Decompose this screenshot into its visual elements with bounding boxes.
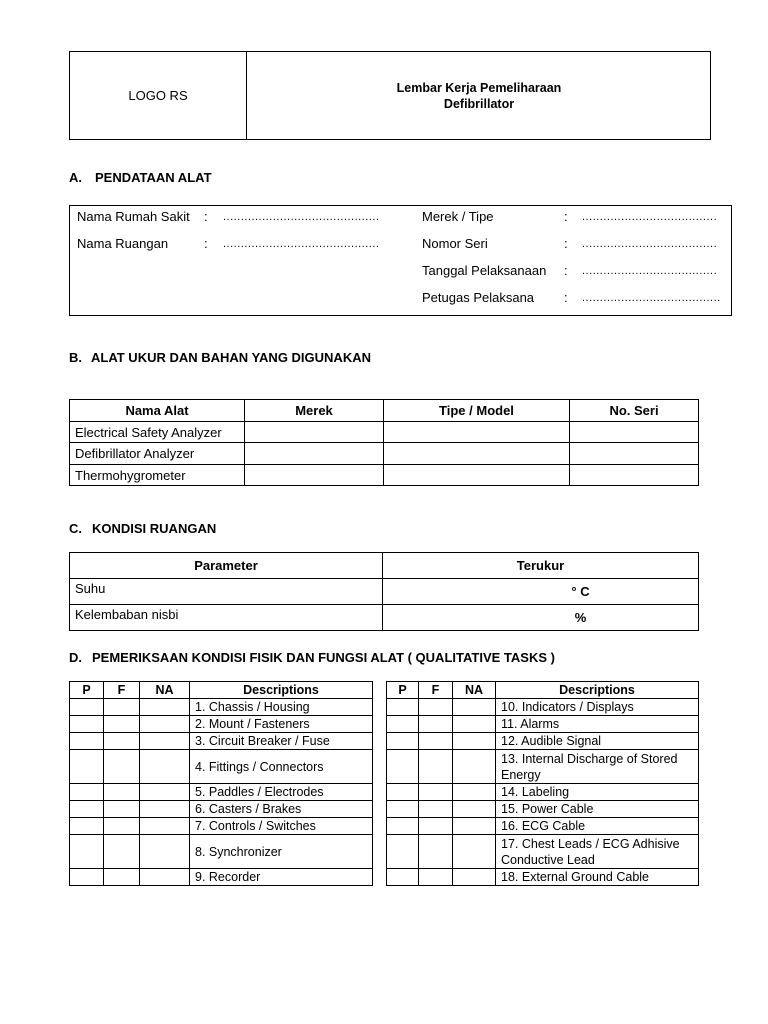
table-row bbox=[70, 733, 373, 750]
parameter-name: Kelembaban nisbi bbox=[70, 605, 383, 631]
table-row bbox=[70, 699, 373, 716]
section-d-title: PEMERIKSAAN KONDISI FISIK DAN FUNGSI ALAT ( QUALITATIVE TASKS ) bbox=[92, 650, 555, 665]
check-cell-na[interactable] bbox=[140, 699, 190, 716]
check-cell-p[interactable] bbox=[387, 750, 419, 784]
check-cell-f[interactable] bbox=[104, 716, 140, 733]
field-label-hospital: Nama Rumah Sakit bbox=[77, 209, 190, 224]
section-a-number: A. bbox=[69, 170, 82, 185]
section-c-number: C. bbox=[69, 521, 82, 536]
table-cell[interactable] bbox=[570, 465, 699, 486]
table-row bbox=[70, 443, 699, 465]
check-cell-p[interactable] bbox=[387, 869, 419, 886]
check-cell-p[interactable] bbox=[387, 699, 419, 716]
task-description: 16. ECG Cable bbox=[496, 818, 699, 835]
check-cell-p[interactable] bbox=[387, 818, 419, 835]
field-label-officer: Petugas Pelaksana bbox=[422, 290, 535, 305]
col-header-descriptions: Descriptions bbox=[496, 682, 699, 699]
room-condition-table bbox=[69, 552, 699, 631]
check-cell-na[interactable] bbox=[140, 801, 190, 818]
section-b-title: ALAT UKUR DAN BAHAN YANG DIGUNAKAN bbox=[91, 350, 371, 365]
section-a-title: PENDATAAN ALAT bbox=[95, 170, 212, 185]
instrument-name: Defibrillator Analyzer bbox=[70, 443, 245, 465]
check-cell-na[interactable] bbox=[453, 869, 496, 886]
col-header-fail: F bbox=[419, 682, 453, 699]
check-cell-na[interactable] bbox=[140, 835, 190, 869]
check-cell-f[interactable] bbox=[104, 801, 140, 818]
task-description: 15. Power Cable bbox=[496, 801, 699, 818]
table-row bbox=[70, 818, 373, 835]
field-input-brand[interactable]: ...................................... bbox=[582, 211, 718, 223]
check-cell-na[interactable] bbox=[140, 750, 190, 784]
table-row bbox=[387, 818, 699, 835]
header-box bbox=[69, 51, 711, 140]
table-row bbox=[70, 422, 699, 443]
table-row bbox=[70, 579, 699, 605]
field-colon: : bbox=[564, 209, 568, 224]
col-header-na: NA bbox=[140, 682, 190, 699]
check-cell-f[interactable] bbox=[419, 801, 453, 818]
table-cell[interactable] bbox=[570, 443, 699, 465]
table-row bbox=[70, 750, 373, 784]
field-label-date: Tanggal Pelaksanaan bbox=[422, 263, 547, 278]
check-cell-f[interactable] bbox=[419, 835, 453, 869]
check-cell-p[interactable] bbox=[70, 835, 104, 869]
check-cell-p[interactable] bbox=[70, 818, 104, 835]
table-row bbox=[387, 869, 699, 886]
section-a-box bbox=[69, 205, 732, 316]
check-cell-f[interactable] bbox=[419, 733, 453, 750]
check-cell-f[interactable] bbox=[419, 784, 453, 801]
task-description: 12. Audible Signal bbox=[496, 733, 699, 750]
col-header-pass: P bbox=[70, 682, 104, 699]
check-cell-f[interactable] bbox=[104, 869, 140, 886]
field-input-officer[interactable]: ....................................... bbox=[582, 292, 721, 304]
check-cell-p[interactable] bbox=[387, 784, 419, 801]
check-cell-f[interactable] bbox=[104, 750, 140, 784]
logo-placeholder: LOGO RS bbox=[128, 88, 188, 103]
table-cell[interactable] bbox=[245, 465, 384, 486]
col-header-serial: No. Seri bbox=[570, 400, 699, 422]
section-b-number: B. bbox=[69, 350, 82, 365]
check-cell-p[interactable] bbox=[387, 716, 419, 733]
field-input-date[interactable]: ...................................... bbox=[582, 265, 718, 277]
check-cell-na[interactable] bbox=[453, 784, 496, 801]
table-row bbox=[70, 801, 373, 818]
checklist-table-right bbox=[386, 681, 699, 886]
field-label-serial: Nomor Seri bbox=[422, 236, 488, 251]
unit-label: ° C bbox=[571, 584, 590, 599]
check-cell-f[interactable] bbox=[419, 716, 453, 733]
check-cell-p[interactable] bbox=[70, 750, 104, 784]
table-row bbox=[387, 784, 699, 801]
col-header-parameter: Parameter bbox=[70, 553, 383, 579]
task-description: 10. Indicators / Displays bbox=[496, 699, 699, 716]
check-cell-na[interactable] bbox=[140, 716, 190, 733]
check-cell-na[interactable] bbox=[453, 699, 496, 716]
task-description: 4. Fittings / Connectors bbox=[190, 750, 373, 784]
section-b-heading bbox=[69, 350, 371, 365]
field-colon: : bbox=[564, 263, 568, 278]
title-line-1: Lembar Kerja Pemeliharaan bbox=[396, 81, 562, 95]
task-description: 1. Chassis / Housing bbox=[190, 699, 373, 716]
field-input-hospital[interactable]: ............................................ bbox=[223, 211, 380, 223]
table-row bbox=[387, 801, 699, 818]
check-cell-na[interactable] bbox=[453, 750, 496, 784]
task-description: 6. Casters / Brakes bbox=[190, 801, 373, 818]
task-description: 8. Synchronizer bbox=[190, 835, 373, 869]
instrument-name: Electrical Safety Analyzer bbox=[70, 422, 245, 443]
field-colon: : bbox=[204, 236, 208, 251]
task-description: 3. Circuit Breaker / Fuse bbox=[190, 733, 373, 750]
table-cell[interactable] bbox=[384, 422, 570, 443]
task-description: 2. Mount / Fasteners bbox=[190, 716, 373, 733]
task-description: 13. Internal Discharge of Stored Energy bbox=[496, 750, 699, 784]
measured-value-humidity[interactable] bbox=[383, 605, 699, 631]
document-title bbox=[247, 80, 711, 112]
table-row bbox=[70, 716, 373, 733]
check-cell-p[interactable] bbox=[70, 869, 104, 886]
table-row bbox=[70, 784, 373, 801]
section-d-number: D. bbox=[69, 650, 82, 665]
col-header-name: Nama Alat bbox=[70, 400, 245, 422]
table-cell[interactable] bbox=[245, 422, 384, 443]
table-row bbox=[70, 465, 699, 486]
table-cell[interactable] bbox=[245, 443, 384, 465]
field-input-room[interactable]: ............................................ bbox=[223, 238, 380, 250]
table-row bbox=[70, 869, 373, 886]
col-header-pass: P bbox=[387, 682, 419, 699]
check-cell-p[interactable] bbox=[387, 801, 419, 818]
check-cell-p[interactable] bbox=[70, 716, 104, 733]
unit-label: % bbox=[574, 610, 587, 625]
title-line-2: Defibrillator bbox=[443, 97, 515, 111]
section-d-heading bbox=[69, 650, 555, 665]
table-cell[interactable] bbox=[384, 465, 570, 486]
instrument-name: Thermohygrometer bbox=[70, 465, 245, 486]
check-cell-p[interactable] bbox=[387, 835, 419, 869]
check-cell-na[interactable] bbox=[140, 869, 190, 886]
section-c-title: KONDISI RUANGAN bbox=[92, 521, 217, 536]
table-row bbox=[387, 733, 699, 750]
instruments-table bbox=[69, 399, 699, 486]
col-header-brand: Merek bbox=[245, 400, 384, 422]
check-cell-f[interactable] bbox=[419, 869, 453, 886]
check-cell-p[interactable] bbox=[70, 784, 104, 801]
section-c-heading bbox=[69, 521, 216, 536]
check-cell-p[interactable] bbox=[387, 733, 419, 750]
check-cell-na[interactable] bbox=[453, 801, 496, 818]
check-cell-f[interactable] bbox=[419, 750, 453, 784]
check-cell-f[interactable] bbox=[104, 733, 140, 750]
field-input-serial[interactable]: ...................................... bbox=[582, 238, 718, 250]
check-cell-p[interactable] bbox=[70, 733, 104, 750]
check-cell-f[interactable] bbox=[419, 818, 453, 835]
field-colon: : bbox=[564, 290, 568, 305]
table-cell[interactable] bbox=[384, 443, 570, 465]
check-cell-na[interactable] bbox=[140, 784, 190, 801]
checklist-table-left bbox=[69, 681, 373, 886]
task-description: 9. Recorder bbox=[190, 869, 373, 886]
table-row bbox=[387, 716, 699, 733]
table-row bbox=[70, 835, 373, 869]
field-colon: : bbox=[564, 236, 568, 251]
check-cell-f[interactable] bbox=[104, 835, 140, 869]
check-cell-p[interactable] bbox=[70, 801, 104, 818]
check-cell-f[interactable] bbox=[419, 699, 453, 716]
field-label-room: Nama Ruangan bbox=[77, 236, 169, 251]
check-cell-na[interactable] bbox=[453, 818, 496, 835]
col-header-model: Tipe / Model bbox=[384, 400, 570, 422]
check-cell-na[interactable] bbox=[453, 835, 496, 869]
table-row bbox=[387, 835, 699, 869]
table-row bbox=[387, 699, 699, 716]
section-a-heading bbox=[69, 170, 212, 185]
check-cell-f[interactable] bbox=[104, 699, 140, 716]
check-cell-na[interactable] bbox=[140, 818, 190, 835]
col-header-descriptions: Descriptions bbox=[190, 682, 373, 699]
check-cell-p[interactable] bbox=[70, 699, 104, 716]
table-cell[interactable] bbox=[570, 422, 699, 443]
field-label-brand: Merek / Tipe bbox=[422, 209, 494, 224]
table-row bbox=[387, 750, 699, 784]
col-header-fail: F bbox=[104, 682, 140, 699]
col-header-na: NA bbox=[453, 682, 496, 699]
check-cell-na[interactable] bbox=[453, 716, 496, 733]
measured-value-temperature[interactable] bbox=[383, 579, 699, 605]
task-description: 14. Labeling bbox=[496, 784, 699, 801]
task-description: 7. Controls / Switches bbox=[190, 818, 373, 835]
check-cell-f[interactable] bbox=[104, 784, 140, 801]
field-colon: : bbox=[204, 209, 208, 224]
check-cell-f[interactable] bbox=[104, 818, 140, 835]
task-description: 11. Alarms bbox=[496, 716, 699, 733]
table-row bbox=[70, 605, 699, 631]
task-description: 5. Paddles / Electrodes bbox=[190, 784, 373, 801]
check-cell-na[interactable] bbox=[453, 733, 496, 750]
task-description: 18. External Ground Cable bbox=[496, 869, 699, 886]
check-cell-na[interactable] bbox=[140, 733, 190, 750]
task-description: 17. Chest Leads / ECG Adhisive Conductive Lead bbox=[496, 835, 699, 869]
parameter-name: Suhu bbox=[70, 579, 383, 605]
col-header-measured: Terukur bbox=[383, 553, 699, 579]
